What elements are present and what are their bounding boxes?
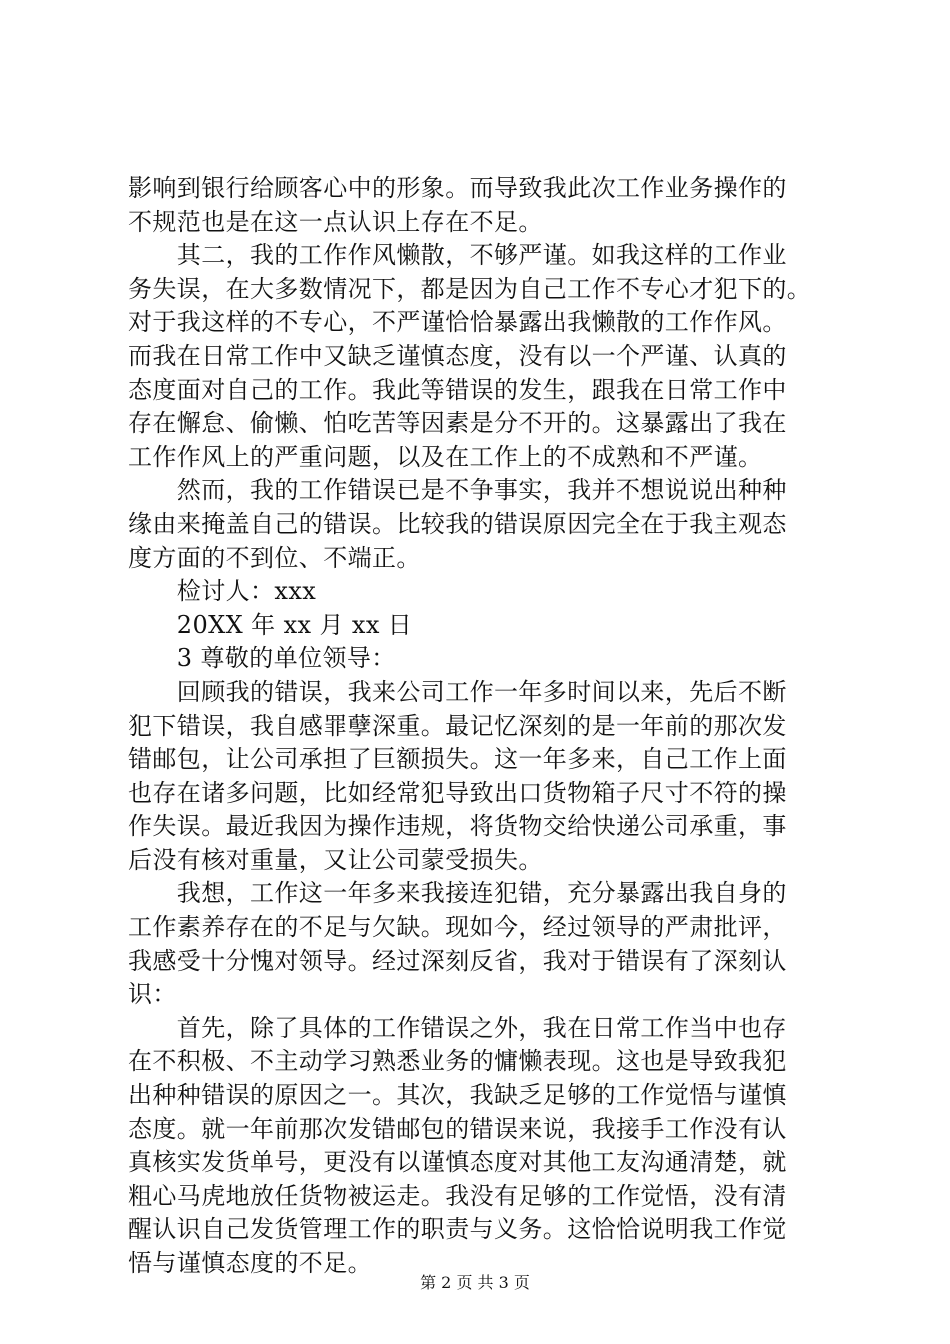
text-line: 度方面的不到位、不端正。	[128, 543, 421, 572]
text-line: 务失误，在大多数情况下，都是因为自己工作不专心才犯下的。	[128, 274, 812, 303]
text-line: 识：	[128, 980, 177, 1009]
text-line: 然而，我的工作错误已是不争事实，我并不想说说出种种	[128, 476, 787, 505]
text-line: 我想，工作这一年多来我接连犯错，充分暴露出我自身的	[128, 879, 787, 908]
text-line: 而我在日常工作中又缺乏谨慎态度，没有以一个严谨、认真的	[128, 341, 787, 370]
text-line: 其二，我的工作作风懒散，不够严谨。如我这样的工作业	[128, 241, 787, 270]
text-line: 悟与谨慎态度的不足。	[128, 1249, 372, 1277]
text-line: 缘由来掩盖自己的错误。比较我的错误原因完全在于我主观态	[128, 509, 787, 538]
text-line: 犯下错误，我自感罪孽深重。最记忆深刻的是一年前的那次发	[128, 711, 787, 740]
text-line: 影响到银行给顾客心中的形象。而导致我此次工作业务操作的	[128, 174, 787, 202]
text-line: 粗心马虎地放任货物被运走。我没有足够的工作觉悟，没有清	[128, 1181, 787, 1210]
page-footer: 第 2 页 共 3 页	[420, 1273, 530, 1292]
text-line: 作失误。最近我因为操作违规，将货物交给快递公司承重，事	[128, 812, 787, 841]
text-line: 错邮包，让公司承担了巨额损失。这一年多来，自己工作上面	[128, 745, 787, 774]
text-line: 在不积极、不主动学习熟悉业务的慵懒表现。这也是导致我犯	[128, 1047, 787, 1076]
text-line: 态度面对自己的工作。我此等错误的发生，跟我在日常工作中	[128, 375, 787, 404]
text-line: 不规范也是在这一点认识上存在不足。	[128, 207, 543, 236]
text-line: 出种种错误的原因之一。其次，我缺乏足够的工作觉悟与谨慎	[128, 1081, 787, 1110]
text-line: 真核实发货单号，更没有以谨慎态度对其他工友沟通清楚，就	[128, 1148, 787, 1177]
text-line: 工作素养存在的不足与欠缺。现如今，经过领导的严肃批评，	[128, 913, 787, 942]
text-line: 也存在诸多问题，比如经常犯导致出口货物箱子尺寸不符的操	[128, 778, 787, 807]
text-line: 我感受十分愧对领导。经过深刻反省，我对于错误有了深刻认	[128, 946, 787, 975]
text-line: 醒认识自己发货管理工作的职责与义务。这恰恰说明我工作觉	[128, 1215, 787, 1244]
document-body	[128, 172, 848, 1281]
text-line: 20XX 年 xx 月 xx 日	[128, 610, 413, 639]
text-line: 回顾我的错误，我来公司工作一年多时间以来，先后不断	[128, 677, 787, 706]
text-line: 3 尊敬的单位领导：	[128, 644, 396, 673]
text-line: 态度。就一年前那次发错邮包的错误来说，我接手工作没有认	[128, 1114, 787, 1143]
text-line: 首先，除了具体的工作错误之外，我在日常工作当中也存	[128, 1013, 787, 1042]
text-line: 对于我这样的不专心，不严谨恰恰暴露出我懒散的工作作风。	[128, 308, 787, 337]
text-line: 检讨人：xxx	[128, 577, 317, 606]
text-line: 存在懈怠、偷懒、怕吃苦等因素是分不开的。这暴露出了我在	[128, 409, 787, 438]
text-line: 工作作风上的严重问题，以及在工作上的不成熟和不严谨。	[128, 442, 763, 471]
text-line: 后没有核对重量，又让公司蒙受损失。	[128, 845, 543, 874]
